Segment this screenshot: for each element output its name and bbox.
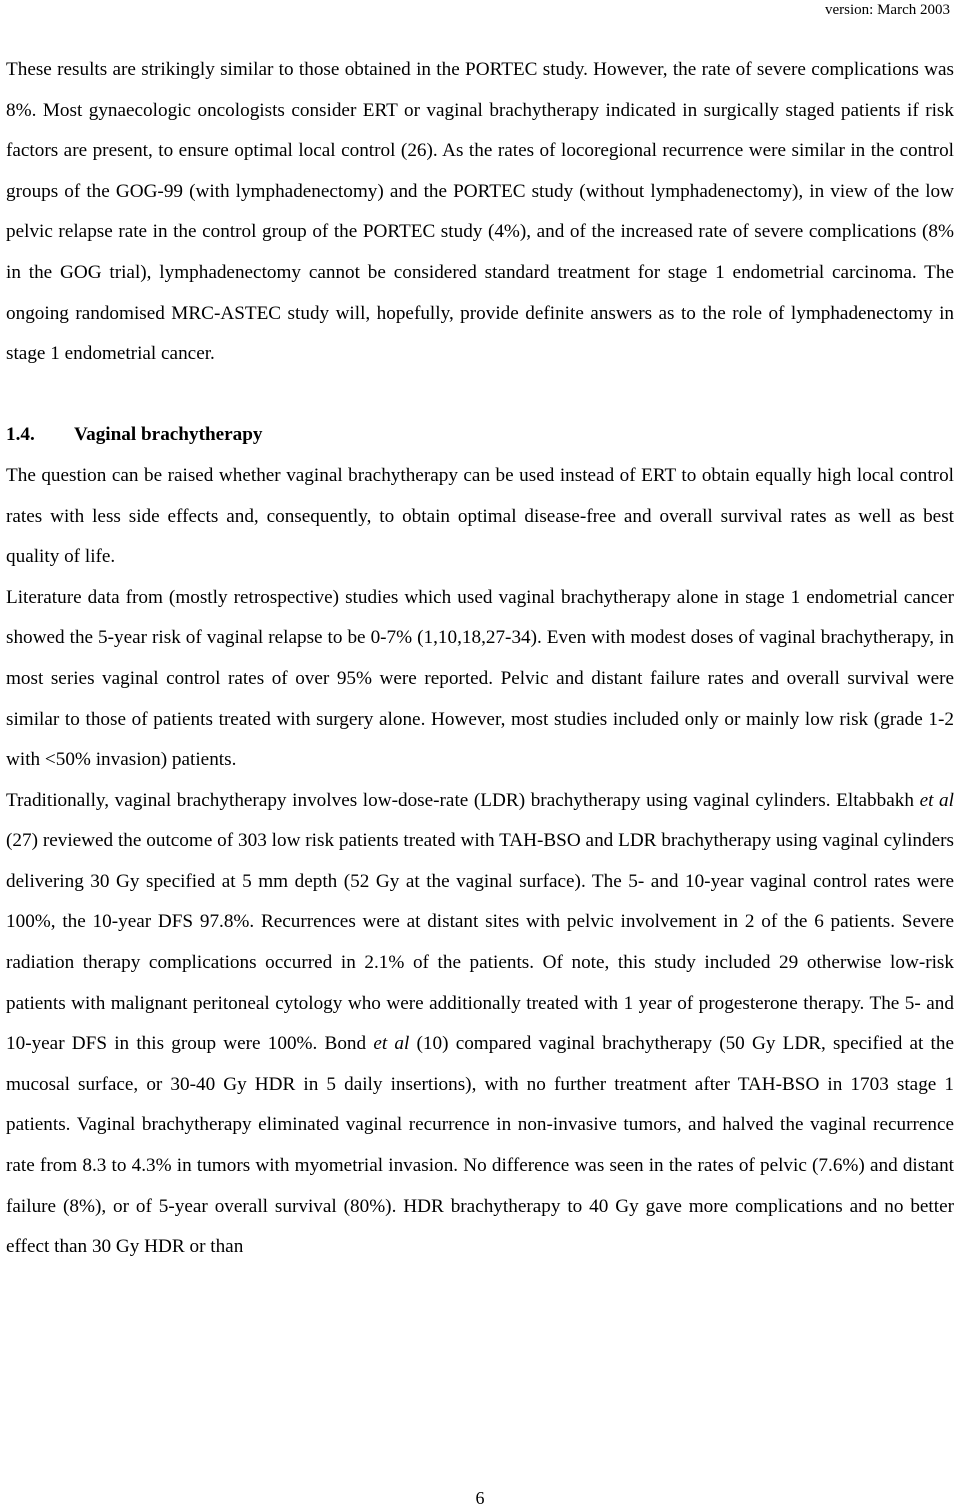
section-title: Vaginal brachytherapy <box>74 424 263 446</box>
paragraph-4-part-1: Traditionally, vaginal brachytherapy involves low-dose-rate (LDR) brachytherapy using vaginal cylinders. Eltabbakh <box>6 789 920 811</box>
paragraph-4-part-2: (27) reviewed the outcome of 303 low risk patients treated with TAH-BSO and LDR brachytherapy using vaginal cylinders delivering 30 Gy specified at 5 mm depth (52 Gy at the vaginal surface). The 5- and 10-year vaginal control rates were 100%, the 10-year DFS 97.8%. Recurrences were at distant sites with pelvic involvement in 2 of the 6 patients. Severe radiation therapy complications occurred in 2.1% of the patients. Of note, this study included 29 otherwise low-risk patients with malignant peritoneal cytology who were additionally treated with 1 year of progesterone therapy. The 5- and 10-year DFS in this group were 100%. Bond <box>6 830 954 1055</box>
citation-et-al-1: et al <box>919 789 954 811</box>
section-heading <box>6 415 954 456</box>
page-number: 6 <box>475 1488 485 1508</box>
paragraph-4-part-3: (10) compared vaginal brachytherapy (50 Gy LDR, specified at the mucosal surface, or 30-40 Gy HDR in 5 daily insertions), with no further treatment after TAH-BSO in 1703 stage 1 patients. Vaginal brachytherapy eliminated vaginal recurrence in non-invasive tumors, and halved the vaginal recurrence rate from 8.3 to 4.3% in tumors with myometrial invasion. No difference was seen in the rates of pelvic (7.6%) and distant failure (8%), or of 5-year overall survival (80%). HDR brachytherapy to 40 Gy gave more complications and no better effect than 30 Gy HDR or than <box>6 1033 954 1258</box>
citation-et-al-2: et al <box>373 1033 410 1055</box>
paragraph-3: Literature data from (mostly retrospective) studies which used vaginal brachytherapy alone in stage 1 endometrial cancer showed the 5-year risk of vaginal relapse to be 0-7% (1,10,18,27-34). Even with modest doses of vaginal brachytherapy, in most series vaginal control rates of over 95% were reported. Pelvic and distant failure rates and overall survival were similar to those of patients treated with surgery alone. However, most studies included only or mainly low risk (grade 1-2 with <50% invasion) patients. <box>6 586 954 771</box>
paragraph-4 <box>6 781 954 1268</box>
paragraph-2: The question can be raised whether vaginal brachytherapy can be used instead of ERT to obtain equally high local control rates with less side effects and, consequently, to obtain optimal disease-free and overall survival rates as well as best quality of life. <box>6 464 954 568</box>
section-number: 1.4. <box>6 424 35 446</box>
paragraph-1: These results are strikingly similar to those obtained in the PORTEC study. However, the rate of severe complications was 8%. Most gynaecologic oncologists consider ERT or vaginal brachytherapy indicated in surgically staged patients if risk factors are present, to ensure optimal local control (26). As the rates of locoregional recurrence were similar in the control groups of the GOG-99 (with lymphadenectomy) and the PORTEC study (without lymphadenectomy), in view of the low pelvic relapse rate in the control group of the PORTEC study (4%), and of the increased rate of severe complications (8% in the GOG trial), lymphadenectomy cannot be considered standard treatment for stage 1 endometrial carcinoma. The ongoing randomised MRC-ASTEC study will, hopefully, provide definite answers as to the role of lymphadenectomy in stage 1 endometrial cancer. <box>6 59 954 365</box>
document-body <box>6 50 954 1268</box>
version-header: version: March 2003 <box>825 2 950 18</box>
